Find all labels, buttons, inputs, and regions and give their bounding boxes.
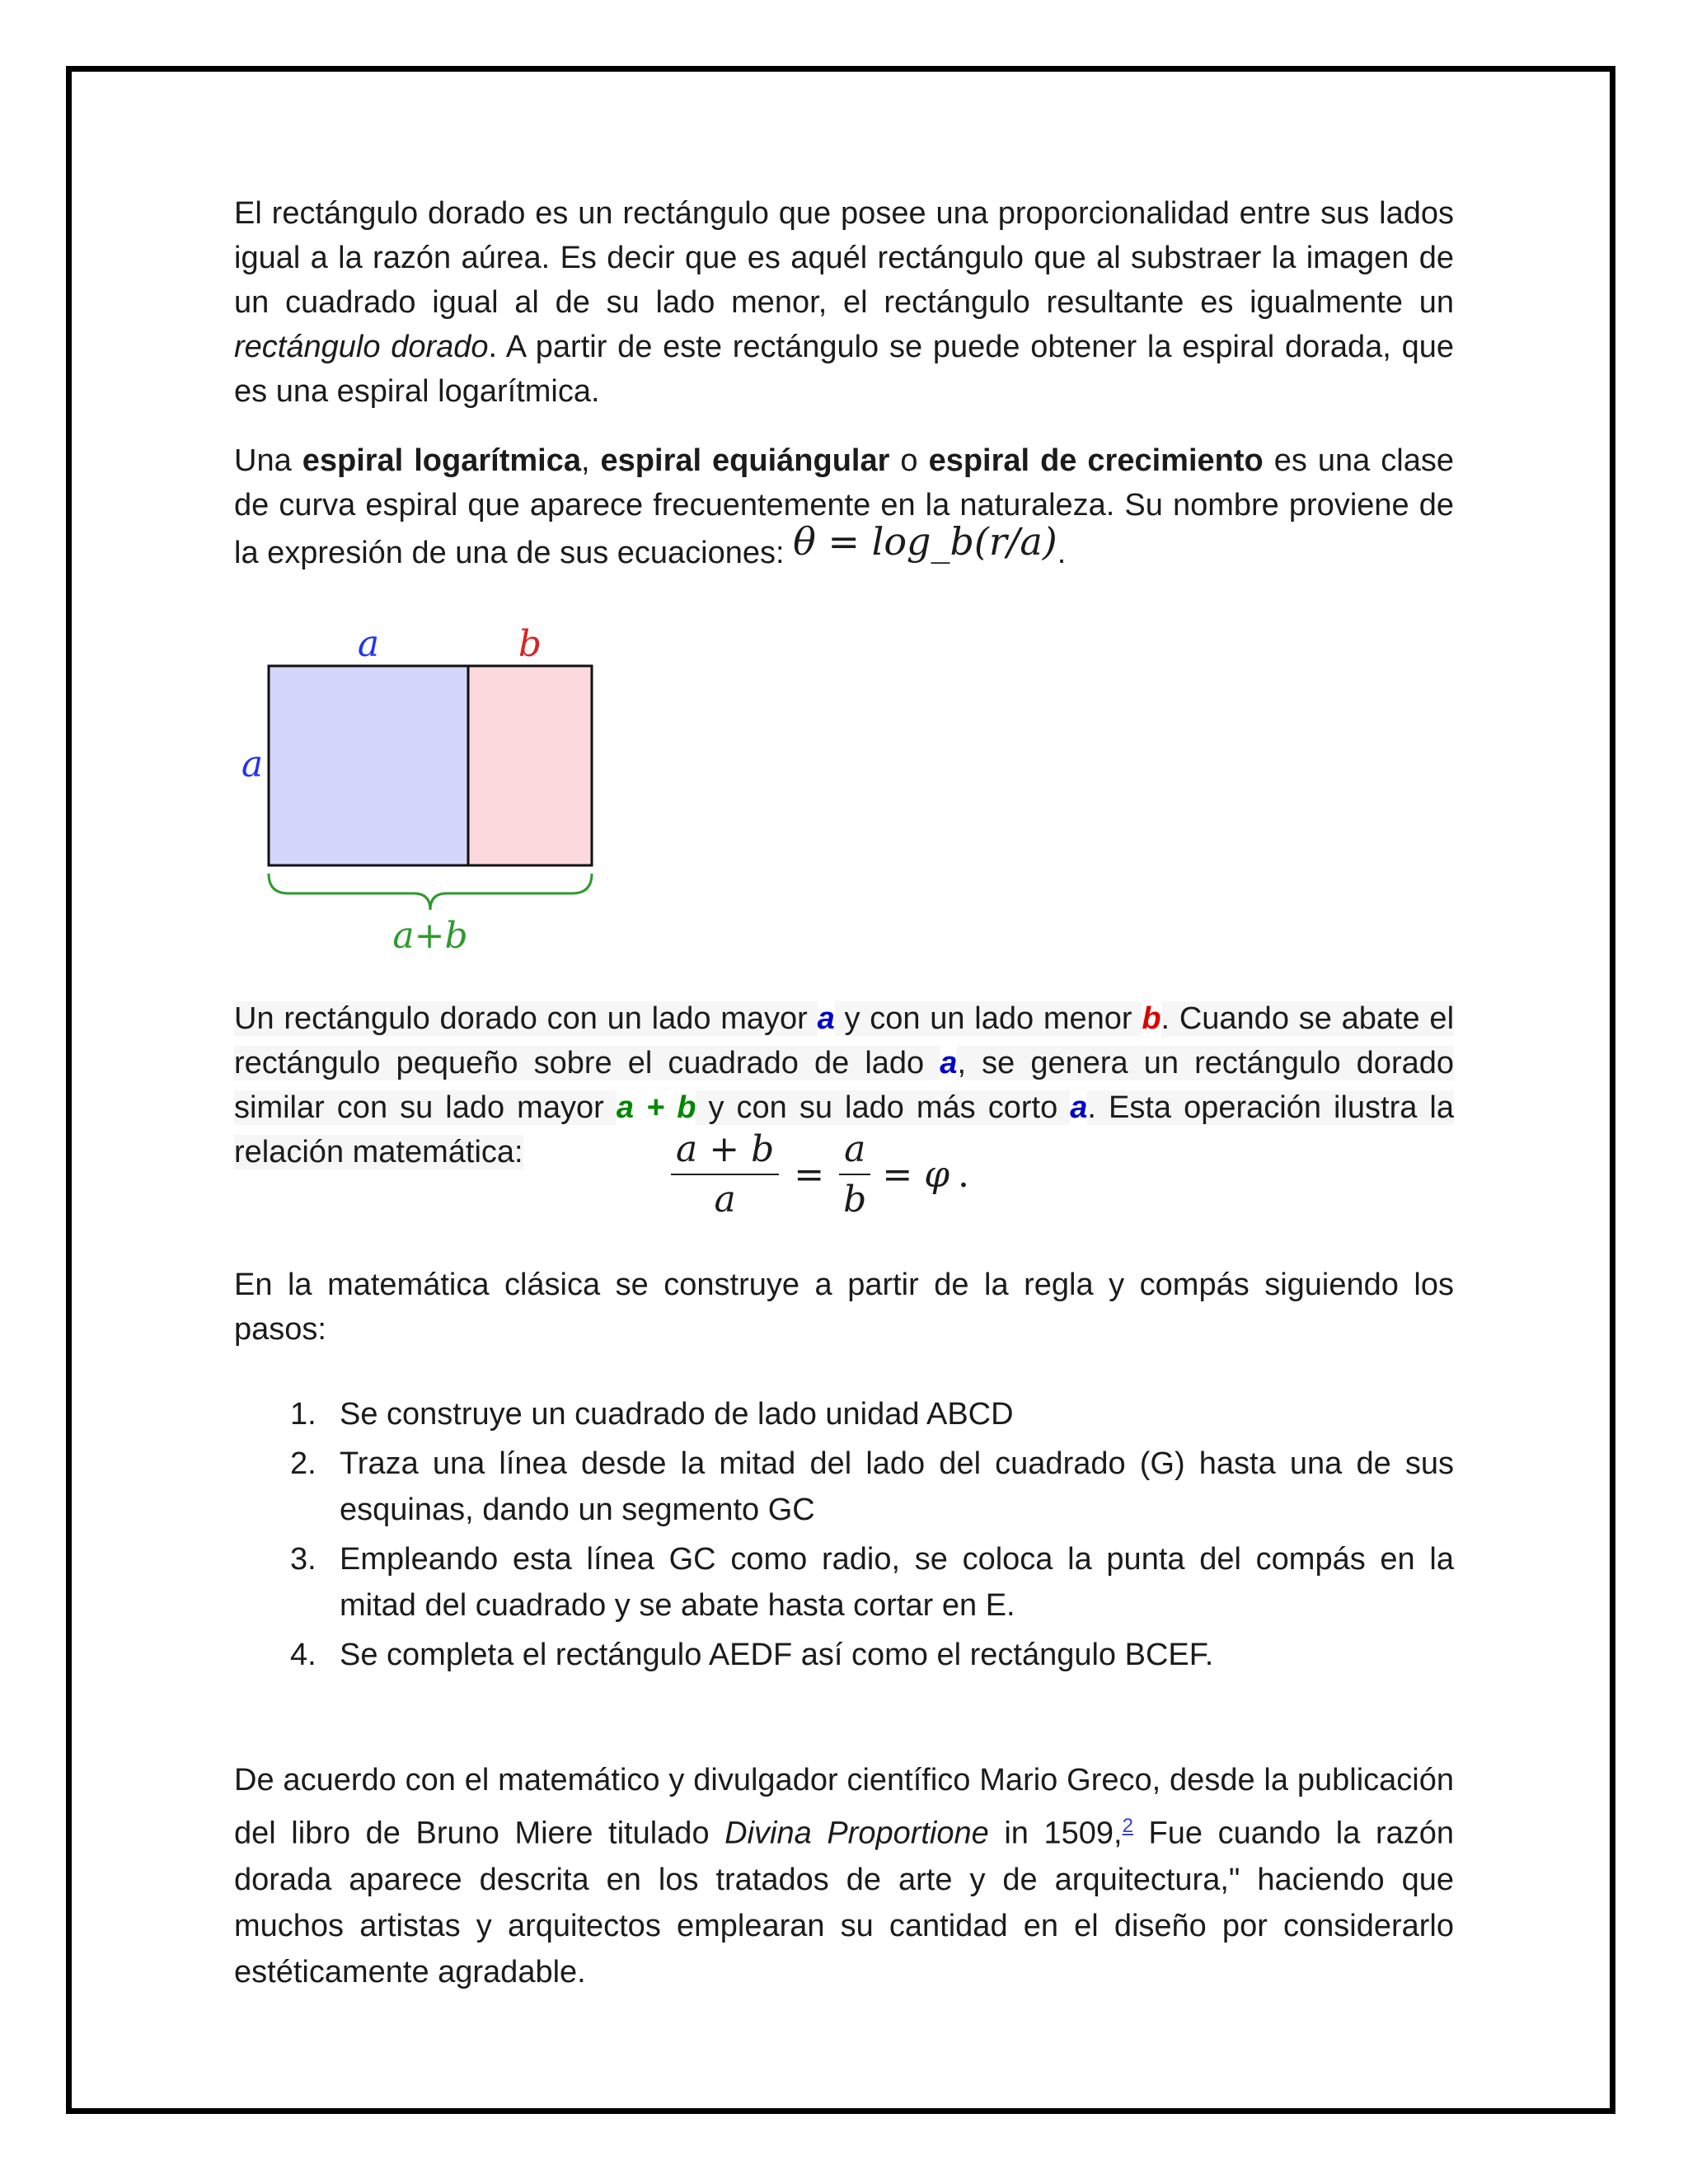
spiral-text-1: Una xyxy=(234,443,302,478)
step-number: 2. xyxy=(290,1446,316,1481)
label-top-b: b xyxy=(518,623,542,665)
construction-intro-paragraph xyxy=(234,1263,1454,1352)
step-text: Empleando esta línea GC como radio, se coloca la punta del compás en la mitad del cuadrado y se abate hasta cortar en E. xyxy=(340,1542,1454,1623)
label-a-plus-b: a+b xyxy=(392,915,468,957)
p3-var-a-plus-b: a + b xyxy=(616,1090,696,1125)
construction-intro-text: En la matemática clásica se construye a partir de la regla y compás siguiendo los pasos: xyxy=(234,1268,1454,1347)
step-number: 1. xyxy=(290,1397,316,1432)
history-paragraph xyxy=(234,1757,1454,1995)
construction-steps xyxy=(234,1391,1454,1681)
p3-var-a-1: a xyxy=(817,1001,835,1036)
step-item xyxy=(234,1536,1454,1629)
fraction-1-numerator: a + b xyxy=(671,1128,779,1175)
golden-rectangle-figure xyxy=(234,616,613,967)
fraction-2-denominator: b xyxy=(843,1179,867,1221)
spiral-sep-1: , xyxy=(580,443,601,478)
p3-text-6: . Esta operación ilustra la relación matemática: xyxy=(234,1090,1454,1169)
brace-a-plus-b xyxy=(269,874,592,910)
history-text-1: De acuerdo con el matemático y divulgador científico Mario Greco, desde la publicación del libro de Bruno Miere titulado xyxy=(234,1763,1454,1851)
step-number: 3. xyxy=(290,1542,316,1577)
intro-text-2: . A partir de este rectángulo se puede obtener la espiral dorada, que es una espiral logarítmica. xyxy=(234,330,1454,409)
label-left-a: a xyxy=(241,743,264,785)
intro-text-1: El rectángulo dorado es un rectángulo que posee una proporcionalidad entre sus lados igual a la razón aúrea. Es decir que es aquél rectángulo que al substraer la imagen de un cuadrado igual al de su lado menor, el rectángulo resultante es igualmente un xyxy=(234,196,1454,320)
p3-text-4: , se genera un rectángulo dorado similar con su lado mayor xyxy=(234,1046,1454,1125)
history-text-2: in 1509, xyxy=(988,1816,1123,1851)
equals-sign-1: = xyxy=(794,1153,825,1196)
spiral-term-2: espiral equiángular xyxy=(600,443,890,478)
fraction-1-denominator: a xyxy=(714,1179,736,1221)
spiral-term-3: espiral de crecimiento xyxy=(928,443,1264,478)
golden-rectangle-diagram xyxy=(234,616,613,963)
spiral-term-1: espiral logarítmica xyxy=(302,443,581,478)
p3-var-a-3: a xyxy=(1070,1090,1088,1125)
label-top-a: a xyxy=(357,623,380,665)
step-text: Traza una línea desde la mitad del lado del cuadrado (G) hasta una de sus esquinas, dando un segmento GC xyxy=(340,1446,1454,1527)
intro-italic: rectángulo dorado xyxy=(234,330,489,364)
similar-rectangle-paragraph xyxy=(234,996,1455,1221)
rectangle-b xyxy=(468,666,592,865)
formula-period: . xyxy=(958,1153,970,1196)
log-spiral-formula: θ = log_b(r/a) xyxy=(793,519,1057,564)
p3-text-3: . Cuando se abate el rectángulo pequeño sobre el cuadrado de lado xyxy=(234,1001,1455,1080)
step-item xyxy=(234,1441,1454,1533)
p3-var-a-2: a xyxy=(940,1046,958,1080)
fraction-2-numerator: a xyxy=(839,1128,870,1175)
step-item xyxy=(234,1632,1454,1678)
square-a xyxy=(269,666,468,865)
spiral-text-2: es una clase de curva espiral que aparece frecuentemente en la naturaleza. Su nombre proviene de la expresión de una de sus ecuaciones: xyxy=(234,443,1454,570)
p3-text-2: y con un lado menor xyxy=(834,1001,1142,1036)
golden-ratio-formula xyxy=(671,1128,969,1221)
book-title: Divina Proportione xyxy=(724,1816,989,1851)
intro-paragraph xyxy=(234,191,1454,414)
spiral-sep-2: o xyxy=(889,443,929,478)
step-item xyxy=(234,1391,1454,1437)
history-text-3: Fue cuando la razón dorada aparece descrita en los tratados de arte y de arquitectura," haciendo que muchos artistas y arquitectos emplearan su cantidad en el diseño por considerarlo estéticamente agradable. xyxy=(234,1816,1455,1990)
phi-symbol: φ xyxy=(924,1153,950,1196)
spiral-paragraph xyxy=(234,438,1454,575)
fraction-a-plus-b-over-a xyxy=(671,1128,779,1221)
step-text: Se completa el rectángulo AEDF así como el rectángulo BCEF. xyxy=(340,1638,1214,1672)
step-number: 4. xyxy=(290,1638,316,1672)
p3-var-b: b xyxy=(1142,1001,1161,1036)
fraction-a-over-b xyxy=(839,1128,870,1221)
p3-text-1: Un rectángulo dorado con un lado mayor xyxy=(234,1001,818,1036)
spiral-end: . xyxy=(1057,536,1067,570)
footnote-reference-link[interactable]: 2 xyxy=(1122,1815,1133,1837)
equals-sign-2: = xyxy=(882,1153,913,1196)
step-text: Se construye un cuadrado de lado unidad ABCD xyxy=(340,1397,1014,1432)
p3-text-5: y con su lado más corto xyxy=(696,1090,1071,1125)
